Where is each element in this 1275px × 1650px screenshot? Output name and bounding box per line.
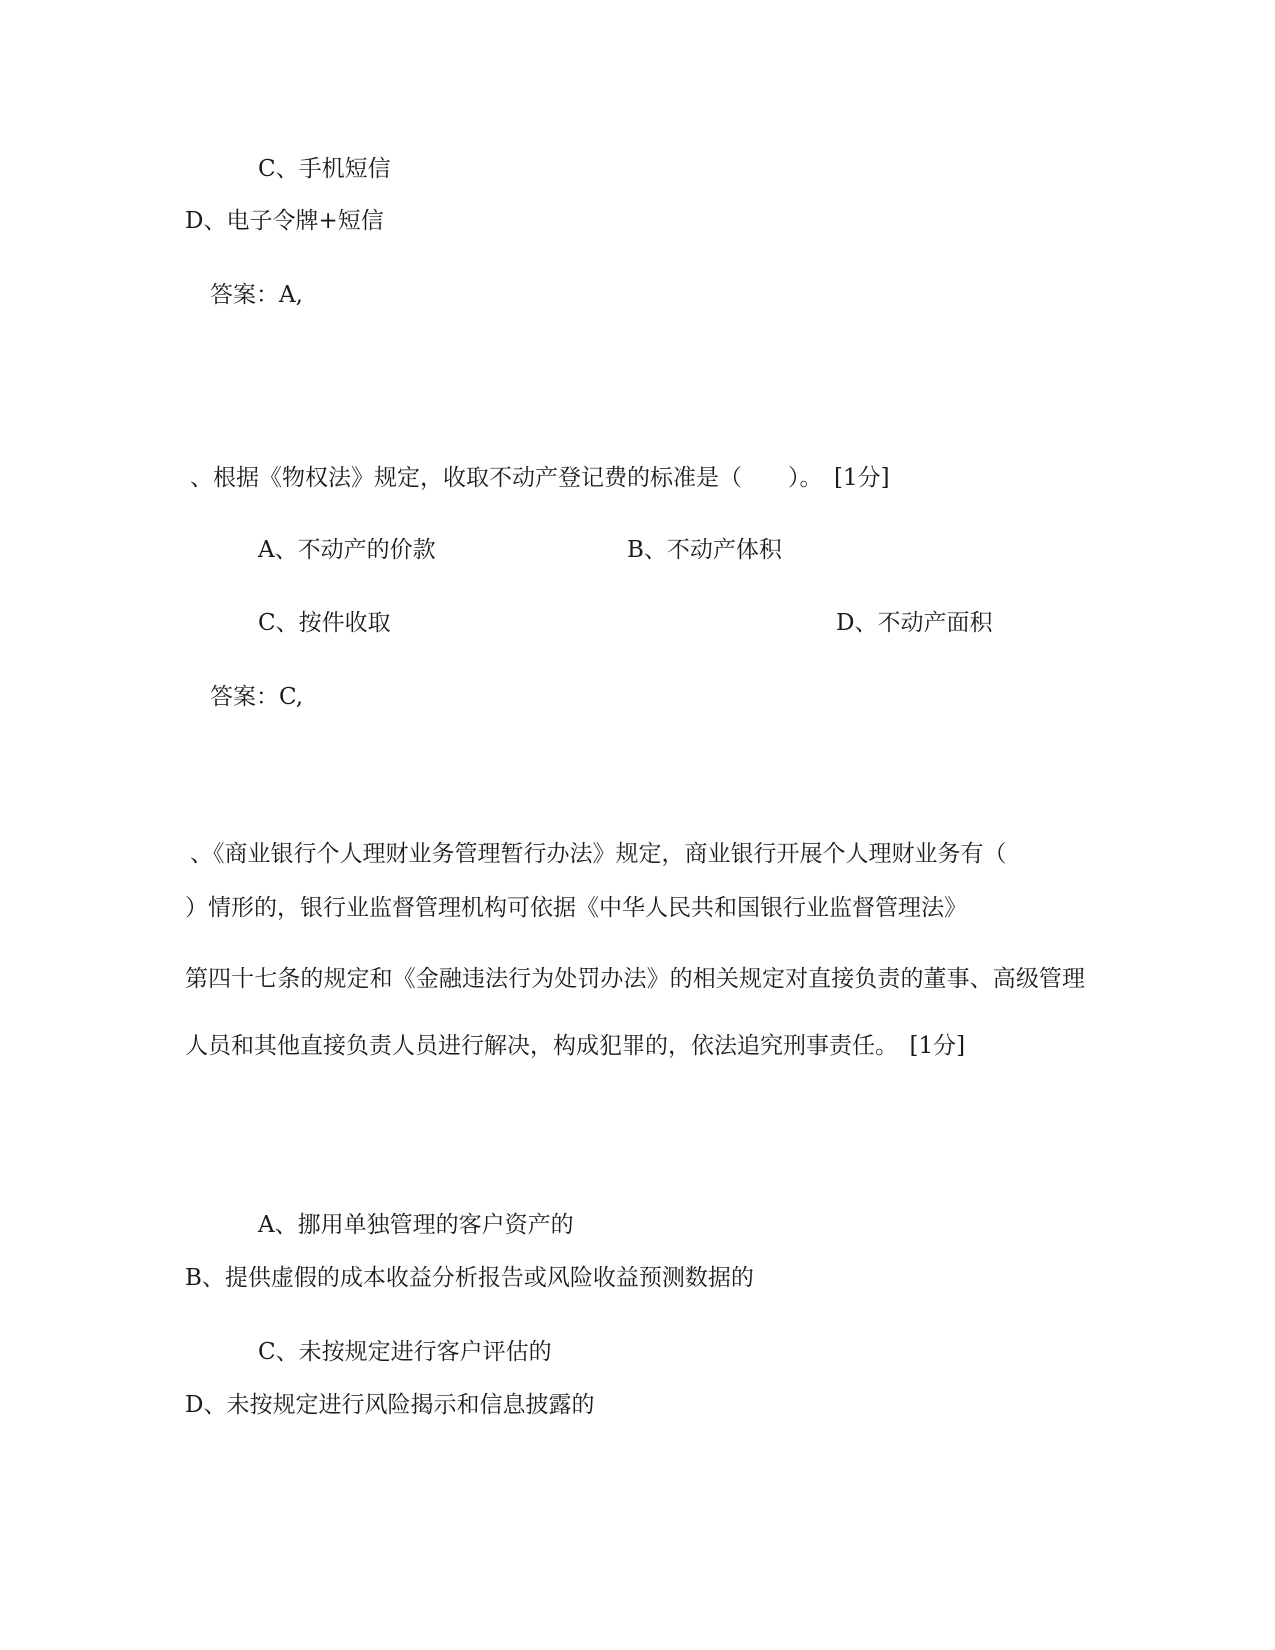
- wealth-question-stem-line2: ）情形的，银行业监督管理机构可依据《中华人民共和国银行业监督管理法》: [185, 895, 967, 921]
- realty-option-c: C、按件收取: [258, 610, 391, 636]
- prev-option-c: C、手机短信: [258, 156, 391, 182]
- wealth-option-d: D、未按规定进行风险揭示和信息披露的: [185, 1392, 595, 1418]
- realty-option-a: A、不动产的价款: [258, 537, 436, 563]
- prev-option-d: D、电子令牌+短信: [185, 208, 384, 234]
- realty-option-d: D、不动产面积: [836, 610, 993, 636]
- wealth-option-b: B、提供虚假的成本收益分析报告或风险收益预测数据的: [185, 1265, 754, 1291]
- wealth-question-stem-line1: 、《商业银行个人理财业务管理暂行办法》规定，商业银行开展个人理财业务有（: [190, 841, 1007, 867]
- prev-answer: 答案：A,: [210, 282, 303, 308]
- wealth-option-c: C、未按规定进行客户评估的: [258, 1339, 552, 1365]
- realty-question-stem: 、根据《物权法》规定，收取不动产登记费的标准是（ ）。 [1分]: [190, 465, 890, 491]
- realty-option-b: B、不动产体积: [627, 537, 782, 563]
- wealth-question-stem-rest: 第四十七条的规定和《金融违法行为处罚办法》的相关规定对直接负责的董事、高级管理人员和其他直接负责人员进行解决，构成犯罪的，依法追究刑事责任。 [1分]: [185, 966, 1085, 1059]
- wealth-option-a: A、挪用单独管理的客户资产的: [258, 1212, 574, 1238]
- realty-answer: 答案：C,: [210, 684, 304, 710]
